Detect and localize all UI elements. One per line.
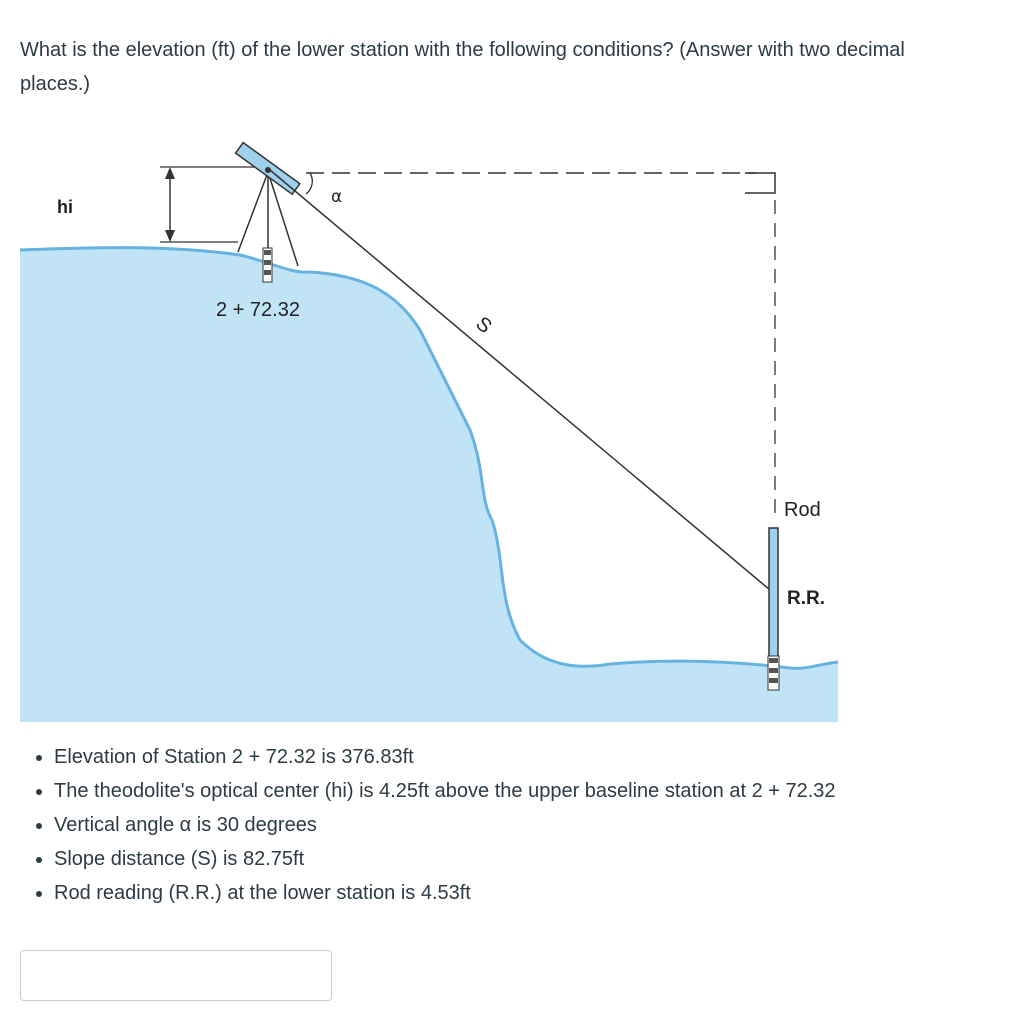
hi-arrow-up	[165, 167, 175, 179]
station-label: 2 + 72.32	[216, 299, 300, 321]
rod-reading-label: R.R.	[787, 588, 825, 609]
answer-input[interactable]	[20, 950, 332, 1001]
condition-rod-reading: • Rod reading (R.R.) at the lower station is 4.53ft	[54, 876, 836, 910]
slope-label: S	[471, 312, 496, 338]
condition-hi: • The theodolite's optical center (hi) is 4.25ft above the upper baseline station at 2 + 72.32	[54, 774, 836, 808]
rod-label: Rod	[784, 499, 821, 521]
vertical-angle-arc	[306, 173, 312, 194]
hi-label: hi	[57, 197, 73, 217]
condition-station-elevation: • Elevation of Station 2 + 72.32 is 376.83ft	[54, 740, 836, 774]
alpha-label: α	[331, 187, 343, 207]
conditions-list	[20, 740, 836, 910]
condition-slope-distance: • Slope distance (S) is 82.75ft	[54, 842, 836, 876]
rod	[769, 528, 778, 663]
tripod-leg-left	[238, 172, 268, 252]
question-text: What is the elevation (ft) of the lower station with the following conditions? (Answer with two decimal places.)	[20, 39, 905, 95]
hi-arrow-down	[165, 230, 175, 242]
right-angle-marker	[745, 173, 775, 193]
condition-vertical-angle: • Vertical angle α is 30 degrees	[54, 808, 836, 842]
terrain	[20, 248, 838, 722]
